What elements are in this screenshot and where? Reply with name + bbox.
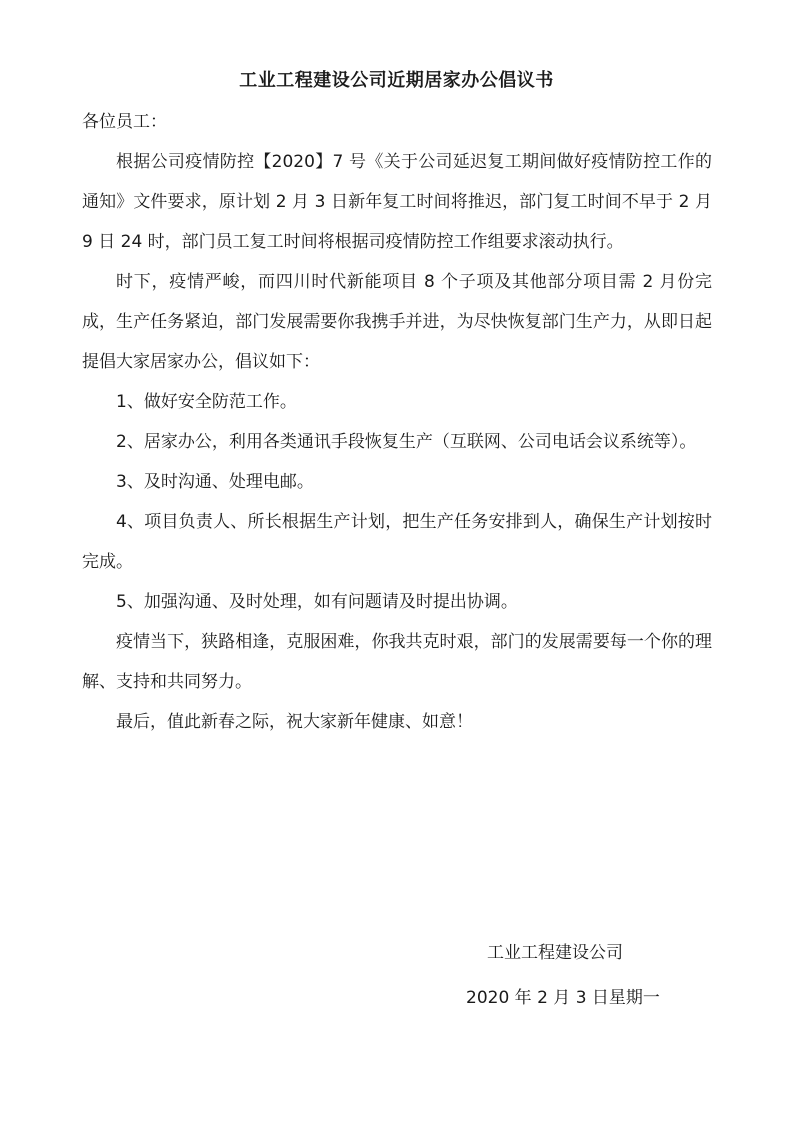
paragraph-notice: 根据公司疫情防控【2020】7 号《关于公司延迟复工期间做好疫情防控工作的通知》文件要求，原计划 2 月 3 日新年复工时间将推迟，部门复工时间不早于 2 月 9 日 24 时，部门员工复工时间将根据司疫情防控工作组要求滚动执行。 <box>82 152 712 252</box>
proposal-item-2: 2、居家办公，利用各类通讯手段恢复生产（互联网、公司电话会议系统等）。 <box>116 432 697 452</box>
signature-company: 工业工程建设公司 <box>487 943 623 963</box>
document-title: 工业工程建设公司近期居家办公倡议书 <box>239 70 554 91</box>
proposal-item-4: 4、项目负责人、所长根据生产计划，把生产任务安排到人，确保生产计划按时完成。 <box>82 512 712 572</box>
document-body <box>82 102 712 742</box>
signature-date: 2020 年 2 月 3 日星期一 <box>466 988 660 1008</box>
paragraph-situation: 时下，疫情严峻，而四川时代新能项目 8 个子项及其他部分项目需 2 月份完成，生产任务紧迫，部门发展需要你我携手并进，为尽快恢复部门生产力，从即日起提倡大家居家办公，倡议如下： <box>82 272 712 372</box>
salutation: 各位员工： <box>82 112 167 132</box>
proposal-item-3: 3、及时沟通、处理电邮。 <box>116 472 314 492</box>
paragraph-encouragement: 疫情当下，狭路相逢，克服困难，你我共克时艰，部门的发展需要每一个你的理解、支持和共同努力。 <box>82 632 712 692</box>
proposal-item-1: 1、做好安全防范工作。 <box>116 392 297 412</box>
paragraph-closing: 最后，值此新春之际，祝大家新年健康、如意！ <box>116 712 473 732</box>
proposal-item-5: 5、加强沟通、及时处理，如有问题请及时提出协调。 <box>116 592 518 612</box>
